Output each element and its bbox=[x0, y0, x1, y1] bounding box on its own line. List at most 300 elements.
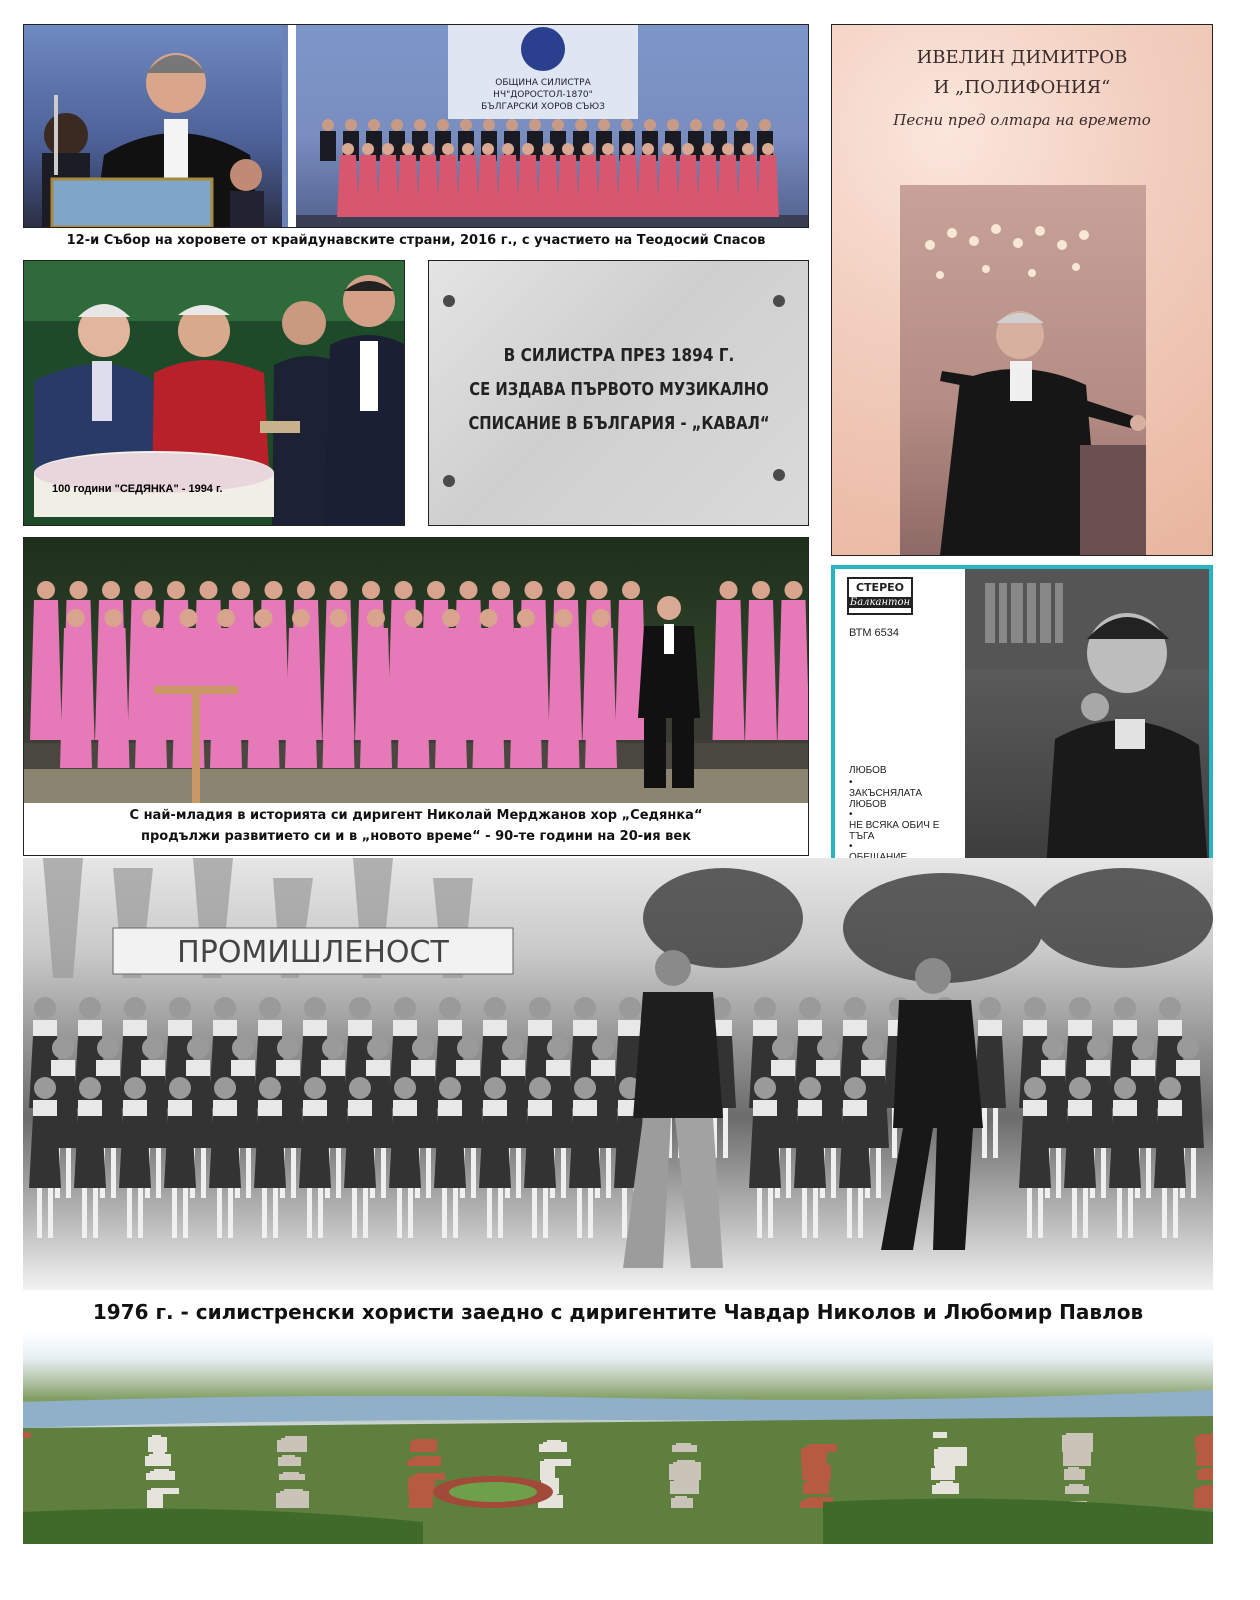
child-head bbox=[367, 1037, 389, 1059]
choir-woman bbox=[682, 143, 694, 155]
child-leg bbox=[1128, 1188, 1133, 1238]
pink-singer-head bbox=[180, 609, 198, 627]
child-head bbox=[124, 1077, 146, 1099]
child-blouse bbox=[1023, 1100, 1047, 1116]
choir-man bbox=[598, 119, 610, 131]
child-dress bbox=[1019, 1116, 1051, 1188]
track-list bbox=[849, 765, 961, 863]
child-blouse bbox=[798, 1020, 822, 1036]
child-head bbox=[79, 997, 101, 1019]
choir-illustration bbox=[288, 25, 808, 227]
child-head bbox=[1024, 997, 1046, 1019]
child-dress bbox=[749, 1116, 781, 1188]
child-leg bbox=[138, 1188, 143, 1238]
pink-singer-dress bbox=[360, 628, 392, 768]
choir-woman bbox=[662, 143, 674, 155]
child-head bbox=[754, 1077, 776, 1099]
pink-singer-head bbox=[442, 609, 460, 627]
child-blouse bbox=[231, 1060, 255, 1076]
city-building bbox=[1197, 1470, 1209, 1480]
child-leg bbox=[183, 1188, 188, 1238]
city-building bbox=[800, 1501, 823, 1508]
child-blouse bbox=[483, 1020, 507, 1036]
pink-singer-head bbox=[517, 609, 535, 627]
banner-line-1: ОБЩИНА СИЛИСТРА bbox=[495, 78, 591, 88]
child-blouse bbox=[33, 1100, 57, 1116]
choir-woman bbox=[462, 143, 474, 155]
city-building bbox=[1065, 1486, 1089, 1494]
city-building bbox=[1196, 1453, 1205, 1466]
child-leg bbox=[273, 1188, 278, 1238]
child-leg bbox=[1146, 1148, 1151, 1198]
choir-woman-dress bbox=[677, 155, 699, 217]
pink-singer-dress bbox=[98, 628, 130, 768]
child-leg bbox=[1117, 1188, 1122, 1238]
child-blouse bbox=[843, 1020, 867, 1036]
child-leg bbox=[487, 1188, 492, 1238]
city-building bbox=[276, 1493, 293, 1508]
child-blouse bbox=[528, 1020, 552, 1036]
pink-singer-head bbox=[105, 609, 123, 627]
city-building bbox=[279, 1474, 305, 1480]
child-leg bbox=[228, 1188, 233, 1238]
choir-man bbox=[483, 119, 495, 131]
pink-singer-head bbox=[167, 581, 185, 599]
child-blouse bbox=[753, 1100, 777, 1116]
child-head bbox=[304, 997, 326, 1019]
child-head bbox=[1069, 1077, 1091, 1099]
child-leg bbox=[723, 1108, 728, 1158]
child-blouse bbox=[843, 1100, 867, 1116]
book-subtitle: Песни пред олтара на времето bbox=[893, 111, 1151, 129]
choir-woman bbox=[502, 143, 514, 155]
book-author-line-2: И „ПОЛИФОНИЯ“ bbox=[933, 77, 1111, 98]
city-building bbox=[671, 1498, 693, 1508]
pink-singer-head bbox=[232, 581, 250, 599]
choir-woman bbox=[562, 143, 574, 155]
choir-man bbox=[575, 119, 587, 131]
pink-singer-head bbox=[525, 581, 543, 599]
child-leg bbox=[813, 1188, 818, 1238]
child-head bbox=[1087, 1037, 1109, 1059]
child-head bbox=[412, 1037, 434, 1059]
caption-march-1976: 1976 г. - силистренски хористи заедно с диригентите Чавдар Николов и Любомир Павлов bbox=[92, 1300, 1144, 1324]
choir-woman-dress bbox=[397, 155, 419, 217]
choir-stage-photo bbox=[288, 25, 808, 227]
child-dress bbox=[569, 1116, 601, 1188]
child-leg bbox=[246, 1148, 251, 1198]
child-leg bbox=[336, 1148, 341, 1198]
child-leg bbox=[172, 1188, 177, 1238]
child-blouse bbox=[1086, 1060, 1110, 1076]
child-head bbox=[394, 1077, 416, 1099]
choir-man bbox=[460, 119, 472, 131]
plaque-line-1: В СИЛИСТРА ПРЕЗ 1894 Г. bbox=[503, 345, 735, 366]
choir-woman-dress bbox=[377, 155, 399, 217]
child-blouse bbox=[258, 1020, 282, 1036]
child-head bbox=[1042, 1037, 1064, 1059]
child-blouse bbox=[141, 1060, 165, 1076]
choir-woman bbox=[542, 143, 554, 155]
child-leg bbox=[1101, 1148, 1106, 1198]
photo-kaval-plaque bbox=[428, 260, 809, 526]
child-head bbox=[799, 997, 821, 1019]
pink-choir-photo bbox=[24, 538, 808, 803]
child-leg bbox=[1038, 1188, 1043, 1238]
choir-woman bbox=[362, 143, 374, 155]
child-dress bbox=[119, 1116, 151, 1188]
photo-pink-choir bbox=[23, 537, 809, 856]
child-blouse bbox=[501, 1060, 525, 1076]
banner-line-3: БЪЛГАРСКИ ХОРОВ СЪЮЗ bbox=[481, 102, 605, 112]
child-head bbox=[502, 1037, 524, 1059]
book-cover-polifonia bbox=[831, 24, 1213, 556]
city-building bbox=[932, 1485, 943, 1494]
choir-woman-dress bbox=[537, 155, 559, 217]
child-leg bbox=[408, 1188, 413, 1238]
choir-woman bbox=[702, 143, 714, 155]
child-leg bbox=[1173, 1188, 1178, 1238]
choir-woman bbox=[442, 143, 454, 155]
child-blouse bbox=[78, 1020, 102, 1036]
child-head bbox=[277, 1037, 299, 1059]
child-head bbox=[214, 1077, 236, 1099]
city-building bbox=[801, 1448, 827, 1466]
child-blouse bbox=[438, 1100, 462, 1116]
pink-singer-head bbox=[67, 609, 85, 627]
city-building bbox=[407, 1460, 431, 1466]
choir-woman-dress bbox=[577, 155, 599, 217]
child-dress bbox=[1154, 1116, 1186, 1188]
pink-singer-head bbox=[592, 609, 610, 627]
city-building bbox=[1063, 1452, 1081, 1466]
child-leg bbox=[381, 1148, 386, 1198]
child-blouse bbox=[573, 1020, 597, 1036]
child-leg bbox=[516, 1148, 521, 1198]
pink-singer-dress bbox=[510, 628, 542, 768]
child-blouse bbox=[186, 1060, 210, 1076]
child-head bbox=[79, 1077, 101, 1099]
panorama-illustration bbox=[23, 1332, 1213, 1544]
child-blouse bbox=[51, 1060, 75, 1076]
child-head bbox=[34, 1077, 56, 1099]
child-head bbox=[1132, 1037, 1154, 1059]
pink-singer-head bbox=[330, 609, 348, 627]
caption-top: 12-и Събор на хоровете от крайдунавските страни, 2016 г., с участието на Теодосий Спасов bbox=[66, 233, 766, 248]
pink-singer-dress bbox=[435, 628, 467, 768]
child-head bbox=[259, 997, 281, 1019]
child-head bbox=[619, 997, 641, 1019]
choir-woman bbox=[422, 143, 434, 155]
choir-man bbox=[690, 119, 702, 131]
banner-line-2: НЧ"ДОРОСТОЛ-1870" bbox=[493, 90, 593, 100]
plaque-line-3: СПИСАНИЕ В БЪЛГАРИЯ - „КАВАЛ“ bbox=[468, 413, 770, 434]
child-dress bbox=[29, 1116, 61, 1188]
child-leg bbox=[993, 1108, 998, 1158]
child-blouse bbox=[438, 1020, 462, 1036]
child-dress bbox=[164, 1116, 196, 1188]
city-building bbox=[278, 1457, 301, 1466]
child-blouse bbox=[303, 1020, 327, 1036]
choir-man bbox=[345, 119, 357, 131]
city-building bbox=[933, 1432, 947, 1438]
caption-pink-choir-line-2: продължи развитието си и в „новото време“ - 90-те години на 20-ия век bbox=[140, 829, 692, 844]
choir-man bbox=[644, 119, 656, 131]
pink-singer-dress bbox=[248, 628, 280, 768]
child-dress bbox=[524, 1116, 556, 1188]
choir-man bbox=[552, 119, 564, 131]
child-blouse bbox=[33, 1020, 57, 1036]
child-blouse bbox=[366, 1060, 390, 1076]
choir-man bbox=[368, 119, 380, 131]
choir-woman-dress bbox=[517, 155, 539, 217]
pink-singer-head bbox=[752, 581, 770, 599]
child-blouse bbox=[96, 1060, 120, 1076]
city-building bbox=[672, 1445, 697, 1452]
march-banner-text: ПРОМИШЛЕНОСТ bbox=[177, 935, 449, 970]
child-head bbox=[799, 1077, 821, 1099]
pink-singer-head bbox=[70, 581, 88, 599]
pink-singer-dress bbox=[30, 600, 62, 740]
march-illustration bbox=[23, 858, 1213, 1290]
city-building bbox=[1062, 1435, 1077, 1452]
child-blouse bbox=[1158, 1020, 1182, 1036]
child-head bbox=[754, 997, 776, 1019]
child-leg bbox=[982, 1108, 987, 1158]
child-leg bbox=[426, 1148, 431, 1198]
child-leg bbox=[1191, 1148, 1196, 1198]
choir-man bbox=[322, 119, 334, 131]
conductor-illustration bbox=[900, 185, 1146, 555]
choir-woman bbox=[522, 143, 534, 155]
pink-singer-head bbox=[395, 581, 413, 599]
child-head bbox=[1114, 997, 1136, 1019]
child-head bbox=[574, 997, 596, 1019]
choir-woman-dress bbox=[657, 155, 679, 217]
track-separator-2: • bbox=[849, 809, 853, 820]
child-leg bbox=[577, 1188, 582, 1238]
choir-woman bbox=[382, 143, 394, 155]
choir-woman bbox=[402, 143, 414, 155]
choir-woman bbox=[642, 143, 654, 155]
choir-man bbox=[414, 119, 426, 131]
city-building bbox=[410, 1441, 421, 1452]
artist-portrait bbox=[965, 569, 1209, 883]
speaker-photo bbox=[24, 25, 282, 227]
child-leg bbox=[1027, 1188, 1032, 1238]
child-head bbox=[844, 997, 866, 1019]
child-leg bbox=[93, 1188, 98, 1238]
child-head bbox=[187, 1037, 209, 1059]
stereo-badge bbox=[847, 577, 913, 615]
child-dress bbox=[434, 1116, 466, 1188]
choir-man bbox=[667, 119, 679, 131]
child-dress bbox=[254, 1116, 286, 1188]
track-3: НЕ ВСЯКА ОБИЧ Е ТЪГА bbox=[849, 820, 940, 842]
choir-woman-dress bbox=[597, 155, 619, 217]
child-blouse bbox=[123, 1100, 147, 1116]
pink-singer-head bbox=[405, 609, 423, 627]
child-leg bbox=[1162, 1188, 1167, 1238]
choir-woman-dress bbox=[737, 155, 759, 217]
child-head bbox=[1159, 997, 1181, 1019]
track-separator-3: • bbox=[849, 841, 853, 852]
choir-man bbox=[736, 119, 748, 131]
child-head bbox=[52, 1037, 74, 1059]
pink-singer-head bbox=[292, 609, 310, 627]
pink-singer-head bbox=[102, 581, 120, 599]
photo-march-1976 bbox=[23, 858, 1213, 1290]
child-blouse bbox=[1176, 1060, 1200, 1076]
child-dress bbox=[479, 1116, 511, 1188]
child-head bbox=[862, 1037, 884, 1059]
child-leg bbox=[1072, 1188, 1077, 1238]
artist-illustration bbox=[965, 569, 1209, 883]
child-head bbox=[394, 997, 416, 1019]
track-separator-1: • bbox=[849, 777, 853, 788]
choir-woman-dress bbox=[437, 155, 459, 217]
child-head bbox=[349, 1077, 371, 1099]
child-head bbox=[772, 1037, 794, 1059]
child-blouse bbox=[78, 1100, 102, 1116]
child-leg bbox=[111, 1148, 116, 1198]
city-building bbox=[409, 1494, 417, 1508]
speaker-illustration bbox=[24, 25, 282, 227]
child-blouse bbox=[303, 1100, 327, 1116]
city-building bbox=[146, 1473, 159, 1480]
pink-singer-head bbox=[217, 609, 235, 627]
choir-man bbox=[529, 119, 541, 131]
pink-singer-head bbox=[255, 609, 273, 627]
pink-singer-dress bbox=[135, 628, 167, 768]
child-leg bbox=[831, 1148, 836, 1198]
child-dress bbox=[209, 1116, 241, 1188]
child-blouse bbox=[816, 1060, 840, 1076]
child-blouse bbox=[123, 1020, 147, 1036]
child-head bbox=[439, 1077, 461, 1099]
pink-singer-head bbox=[622, 581, 640, 599]
child-dress bbox=[1064, 1116, 1096, 1188]
pink-singer-head bbox=[330, 581, 348, 599]
child-head bbox=[574, 1077, 596, 1099]
choir-man-suit bbox=[320, 131, 336, 161]
child-blouse bbox=[213, 1020, 237, 1036]
child-leg bbox=[876, 1148, 881, 1198]
child-leg bbox=[847, 1188, 852, 1238]
child-blouse bbox=[483, 1100, 507, 1116]
choir-woman bbox=[742, 143, 754, 155]
child-blouse bbox=[753, 1020, 777, 1036]
choir-man bbox=[759, 119, 771, 131]
child-blouse bbox=[1068, 1020, 1092, 1036]
child-dress bbox=[794, 1116, 826, 1188]
child-head bbox=[1177, 1037, 1199, 1059]
child-leg bbox=[757, 1188, 762, 1238]
child-blouse bbox=[591, 1060, 615, 1076]
pink-singer-dress bbox=[210, 628, 242, 768]
child-blouse bbox=[1023, 1020, 1047, 1036]
child-blouse bbox=[213, 1100, 237, 1116]
child-head bbox=[439, 997, 461, 1019]
choir-woman-dress bbox=[477, 155, 499, 217]
pink-singer-dress bbox=[585, 628, 617, 768]
choir-woman-dress bbox=[457, 155, 479, 217]
plaque-bolt-bottom-left bbox=[443, 475, 455, 487]
pink-singer-head bbox=[135, 581, 153, 599]
child-blouse bbox=[978, 1020, 1002, 1036]
city-building bbox=[408, 1477, 435, 1494]
child-head bbox=[124, 997, 146, 1019]
child-blouse bbox=[168, 1100, 192, 1116]
child-dress bbox=[389, 1116, 421, 1188]
child-leg bbox=[498, 1188, 503, 1238]
book-author-line-1: ИВЕЛИН ДИМИТРОВ bbox=[916, 47, 1128, 68]
child-blouse bbox=[321, 1060, 345, 1076]
child-leg bbox=[66, 1148, 71, 1198]
city-building bbox=[23, 1432, 31, 1438]
child-leg bbox=[291, 1148, 296, 1198]
pink-singer-head bbox=[265, 581, 283, 599]
child-head bbox=[817, 1037, 839, 1059]
choir-woman-dress bbox=[337, 155, 359, 217]
choir-woman-dress bbox=[717, 155, 739, 217]
city-building bbox=[1194, 1489, 1213, 1508]
child-leg bbox=[802, 1188, 807, 1238]
child-leg bbox=[471, 1148, 476, 1198]
child-head bbox=[232, 1037, 254, 1059]
child-head bbox=[34, 997, 56, 1019]
city-building bbox=[147, 1490, 163, 1508]
pink-singer-dress bbox=[745, 600, 777, 740]
city-building bbox=[145, 1456, 155, 1466]
child-leg bbox=[786, 1148, 791, 1198]
pink-singer-head bbox=[590, 581, 608, 599]
pink-singer-head bbox=[37, 581, 55, 599]
child-leg bbox=[622, 1188, 627, 1238]
caption-pink-choir-line-1: С най-младия в историята си диригент Николай Мерджанов хор „Седянка“ bbox=[129, 808, 703, 823]
child-dress bbox=[839, 1116, 871, 1188]
child-head bbox=[547, 1037, 569, 1059]
child-leg bbox=[532, 1188, 537, 1238]
child-head bbox=[1024, 1077, 1046, 1099]
child-head bbox=[1069, 997, 1091, 1019]
child-blouse bbox=[528, 1100, 552, 1116]
pink-singer-dress bbox=[778, 600, 809, 740]
choir-woman bbox=[622, 143, 634, 155]
choir-woman-dress bbox=[497, 155, 519, 217]
child-blouse bbox=[1131, 1060, 1155, 1076]
child-leg bbox=[201, 1148, 206, 1198]
choir-woman bbox=[762, 143, 774, 155]
pink-singer-head bbox=[142, 609, 160, 627]
child-dress bbox=[74, 1116, 106, 1188]
child-blouse bbox=[1113, 1100, 1137, 1116]
pink-singer-head bbox=[460, 581, 478, 599]
sedyanka-100-label: 100 години "СЕДЯНКА" - 1994 г. bbox=[52, 483, 223, 495]
choir-man bbox=[621, 119, 633, 131]
plaque-line-2: СЕ ИЗДАВА ПЪРВОТО МУЗИКАЛНО bbox=[469, 379, 769, 400]
child-leg bbox=[1056, 1148, 1061, 1198]
plaque-bolt-top-right bbox=[773, 295, 785, 307]
child-leg bbox=[82, 1188, 87, 1238]
choir-woman-dress bbox=[757, 155, 779, 217]
child-leg bbox=[156, 1148, 161, 1198]
city-building bbox=[931, 1468, 939, 1480]
child-leg bbox=[48, 1188, 53, 1238]
child-leg bbox=[352, 1188, 357, 1238]
child-blouse bbox=[1068, 1100, 1092, 1116]
city-building bbox=[539, 1444, 551, 1452]
